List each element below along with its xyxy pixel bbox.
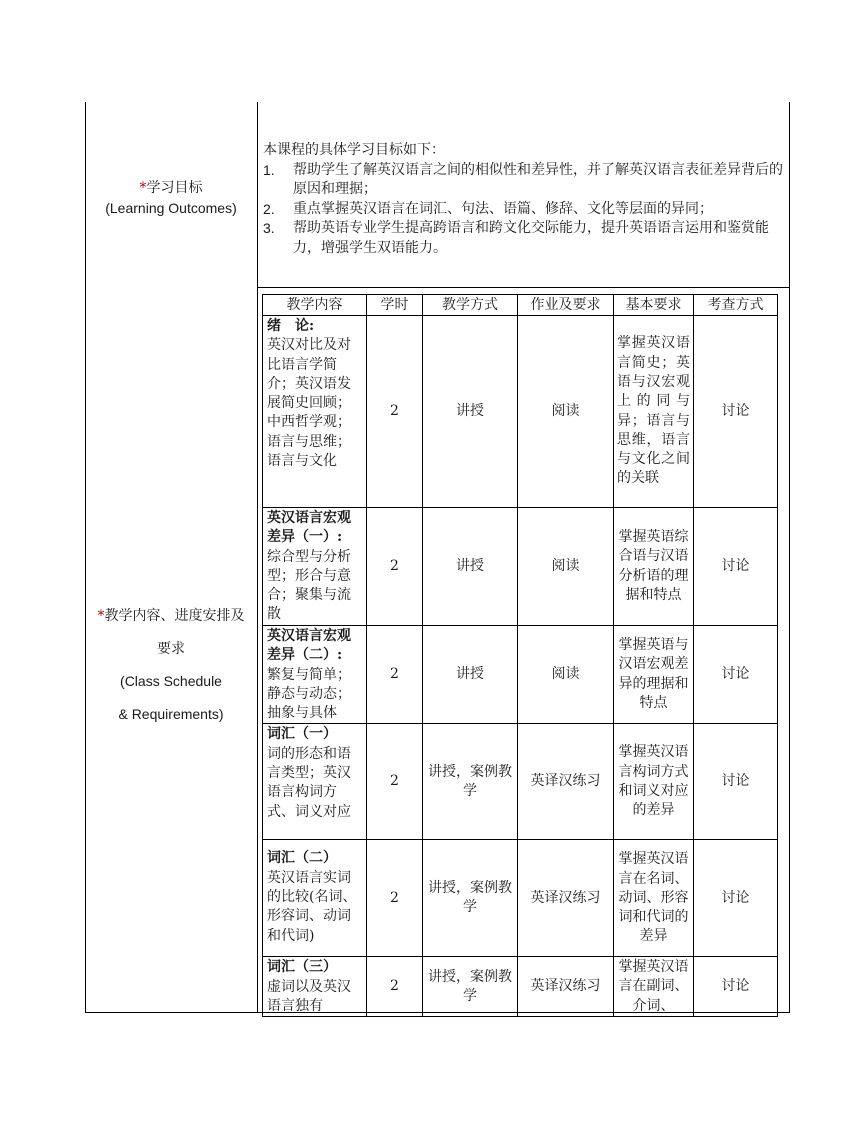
cell-basic-requirements: 掌握英汉语言在名词、动词、形容词和代词的差异 <box>614 840 694 957</box>
cell-hours: 2 <box>367 724 423 840</box>
row-divider <box>257 287 790 288</box>
cell-homework: 阅读 <box>518 316 614 508</box>
cell-hours: 2 <box>367 508 423 626</box>
topic-title: 英汉语言宏观差异（二）: <box>267 628 351 664</box>
topic-body: 繁复与简单；静态与动态；抽象与具体 <box>267 666 351 722</box>
cell-basic-requirements: 掌握英语综合语与汉语分析语的理据和特点 <box>614 508 694 626</box>
outer-border-right <box>789 102 790 1013</box>
topic-body: 综合型与分析型；形合与意合；聚集与流散 <box>267 548 351 623</box>
cell-content <box>263 508 367 626</box>
cell-method: 讲授，案例教学 <box>423 957 518 1017</box>
table-row <box>263 508 778 626</box>
cell-basic-requirements: 掌握英汉语言在副词、介词、 <box>614 957 694 1017</box>
topic-body: 英汉对比及对比语言学简介；英汉语发展简史回顾；中西哲学观；语言与思维；语言与文化 <box>267 337 351 470</box>
header-homework: 作业及要求 <box>518 295 614 316</box>
cell-homework: 英译汉练习 <box>518 840 614 957</box>
cell-content <box>263 840 367 957</box>
required-asterisk: * <box>139 180 147 196</box>
cell-hours: 2 <box>367 840 423 957</box>
cell-method: 讲授，案例教学 <box>423 840 518 957</box>
label-learning-outcomes: *学习目标 (Learning Outcomes) <box>105 180 237 216</box>
header-basic-requirements: 基本要求 <box>614 295 694 316</box>
table-row <box>263 957 778 1017</box>
table-row <box>263 840 778 957</box>
cell-assessment: 讨论 <box>694 840 778 957</box>
required-asterisk: * <box>97 608 105 624</box>
cell-homework: 阅读 <box>518 508 614 626</box>
topic-body: 虚词以及英汉语言独有 <box>267 978 351 1015</box>
header-method: 教学方式 <box>423 295 518 316</box>
cell-content <box>263 316 367 508</box>
cell-content <box>263 957 367 1017</box>
goal-item: 2. 重点掌握英汉语言在词汇、句法、语篇、修辞、文化等层面的异同； <box>263 200 713 217</box>
header-hours: 学时 <box>367 295 423 316</box>
goal-item: 3. 帮助英语专业学生提高跨语言和跨文化交际能力，提升英语语言运用和鉴赏能力，增强学生双语能力。 <box>263 220 769 256</box>
table-row <box>263 724 778 840</box>
cell-homework: 英译汉练习 <box>518 957 614 1017</box>
cell-method: 讲授 <box>423 626 518 724</box>
cell-basic-requirements: 掌握英汉语言简史；英语与汉宏观上的同与异；语言与思维，语言与文化之间的关联 <box>614 316 694 508</box>
cell-hours: 2 <box>367 316 423 508</box>
cell-assessment: 讨论 <box>694 724 778 840</box>
cell-assessment: 讨论 <box>694 508 778 626</box>
cell-homework: 英译汉练习 <box>518 724 614 840</box>
cell-homework: 阅读 <box>518 626 614 724</box>
topic-title: 英汉语言宏观差异（一）: <box>267 510 351 546</box>
goal-item: 1. 帮助学生了解英汉语言之间的相似性和差异性，并了解英汉语言表征差异背后的原因和理据； <box>263 161 783 197</box>
header-assessment: 考查方式 <box>694 295 778 316</box>
cell-assessment: 讨论 <box>694 626 778 724</box>
header-content: 教学内容 <box>263 295 367 316</box>
column-divider <box>257 102 258 1013</box>
goals-intro: 本课程的具体学习目标如下： <box>263 142 445 158</box>
topic-title: 词汇（一） <box>267 726 337 743</box>
schedule-table <box>262 294 778 1017</box>
cell-content <box>263 724 367 840</box>
cell-hours: 2 <box>367 626 423 724</box>
cell-assessment: 讨论 <box>694 316 778 508</box>
cell-method: 讲授 <box>423 508 518 626</box>
outer-border-left <box>85 102 86 1013</box>
cell-basic-requirements: 掌握英语与汉语宏观差异的理据和特点 <box>614 626 694 724</box>
topic-title: 词汇（三） <box>267 959 337 976</box>
table-row <box>263 626 778 724</box>
learning-goals <box>263 141 785 258</box>
cell-basic-requirements: 掌握英汉语言构词方式和词义对应的差异 <box>614 724 694 840</box>
label-class-schedule: *教学内容、进度安排及 要求 (Class Schedule & Requirements) <box>97 608 245 722</box>
cell-method: 讲授 <box>423 316 518 508</box>
cell-method: 讲授，案例教学 <box>423 724 518 840</box>
topic-body: 英汉语言实词的比较(名词、形容词、动词和代词) <box>267 869 357 944</box>
topic-title: 绪 论: <box>267 318 315 334</box>
table-header-row <box>263 295 778 316</box>
cell-content <box>263 626 367 724</box>
cell-assessment: 讨论 <box>694 957 778 1017</box>
topic-title: 词汇（二） <box>267 850 337 867</box>
topic-body: 词的形态和语言类型；英汉语言构词方式、词义对应 <box>267 745 351 820</box>
table-row <box>263 316 778 508</box>
cell-hours: 2 <box>367 957 423 1017</box>
